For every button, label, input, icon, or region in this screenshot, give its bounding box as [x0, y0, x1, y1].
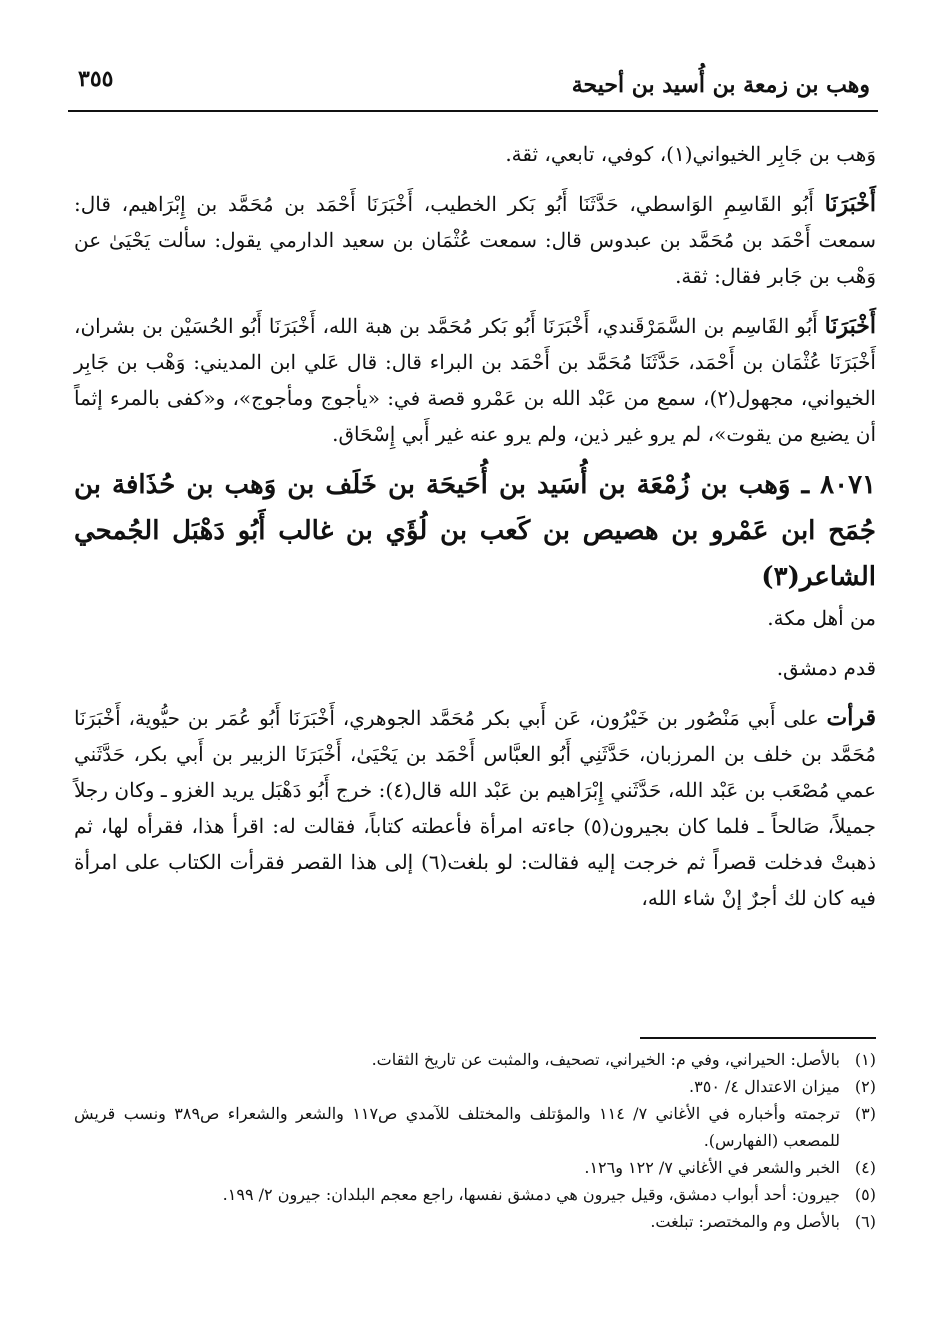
paragraph-text: وَهب بن جَابِر الخيواني(١)، كوفي، تابعي، ثقة.	[505, 142, 876, 166]
paragraph-text: أَبُو القَاسِم بن السَّمَرْقَندي، أَخْبَرَنَا أَبُو بَكر مُحَمَّد بن هبة الله، أَخْبَرَنَا أَبُو الحُسَيْن بن بشران، أَخْبَرَنَا عُثْمَان بن أَحْمَد، حَدَّثَنَا مُحَمَّد بن أَحْمَد بن البراء قال: قال عَلي ابن المديني: وَهْب بن جَابِر الخيواني، مجهول(٢)، سمع من عَبْد الله بن عَمْرو قصة في: «يأجوج ومأجوج»، و«كفى بالمرء إثماً أن يضيع من يقوت»، لم يرو غير ذين، ولم يرو عنه غير أَبي إِسْحَاق.	[74, 314, 876, 446]
footnote-4	[74, 1154, 876, 1181]
entry-paragraph-2	[74, 650, 876, 686]
entry-heading: ٨٠٧١ ـ وَهب بن زُمْعَة بن أُسَيد بن أُحَيحَة بن خَلَف بن وَهب بن حُذَافة بن جُمَح ابن عَمْرو بن هصيص بن كَعب بن لُؤَي بن غالب أَبُو دَهْبَل الجُمحي الشاعر(٣)	[74, 470, 877, 592]
paragraph-1	[74, 136, 876, 172]
running-title: وهب بن زمعة بن أُسيد بن أحيحة	[571, 72, 870, 98]
page-header	[70, 62, 880, 106]
paragraph-3	[74, 308, 876, 452]
footnote-6	[74, 1208, 876, 1235]
entry-paragraph-3	[74, 700, 876, 916]
footnote-number: (٣)	[854, 1104, 876, 1123]
footnote-number: (٤)	[854, 1158, 876, 1177]
footnote-text: ترجمته وأخباره في الأغاني ٧/ ١١٤ والمؤتلف والمختلف للآمدي ص١١٧ والشعر والشعراء ص٣٨٩ ونسب قريش للمصعب (الفهارس).	[74, 1104, 840, 1150]
paragraph-lead: أَخْبَرَنَا	[824, 191, 876, 217]
main-text	[74, 136, 876, 916]
entry-paragraph-1	[74, 600, 876, 636]
header-rule	[68, 110, 878, 112]
footnote-3	[74, 1100, 876, 1154]
footnote-text: بالأصل: الحيراني، وفي م: الخيراني، تصحيف، والمثبت عن تاريخ الثقات.	[371, 1050, 840, 1069]
footnote-text: ميزان الاعتدال ٤/ ٣٥٠.	[689, 1077, 840, 1096]
paragraph-lead: قرأت	[826, 705, 876, 731]
footnote-rule	[640, 1037, 876, 1039]
footnotes	[74, 1046, 876, 1235]
footnote-5	[74, 1181, 876, 1208]
paragraph-text: من أهل مكة.	[767, 606, 876, 630]
paragraph-text: على أَبي مَنْصُور بن خَيْرُون، عَن أَبي بكر مُحَمَّد الجوهري، أَخْبَرَنَا أَبُو عُمَر بن حيُّوية، أَخْبَرَنَا مُحَمَّد بن خلف بن المرزبان، حَدَّثَنِي أَبُو العبَّاس أَحْمَد بن يَحْيَىٰ، أَخْبَرَنَا الزبير بن أَبي بكر، حَدَّثَني عمي مُصْعَب بن عَبْد الله، حَدَّثَني إِبْرَاهيم بن عَبْد الله قال(٤): خرج أَبُو دَهْبَل يريد الغزو ـ وكان رجلاً جميلاً، صَالحاً ـ فلما كان بجيرون(٥) جاءته امرأة فأعطته كتاباً، فقالت له: اقرأ هذا، فقرأه لها، ثم ذهبتْ فدخلت قصراً ثم خرجت إليه فقالت: لو بلغت(٦) إلى هذا القصر فقرأت الكتاب على امرأة فيه كان لك أجرٌ إنْ شاء الله،	[74, 706, 877, 910]
footnote-text: جيرون: أحد أبواب دمشق، وقيل جيرون هي دمشق نفسها، راجع معجم البلدان: جيرون ٢/ ١٩٩.	[222, 1185, 840, 1204]
paragraph-text: قدم دمشق.	[776, 656, 876, 680]
footnote-2	[74, 1073, 876, 1100]
footnote-number: (٢)	[854, 1077, 876, 1096]
footnote-text: الخبر والشعر في الأغاني ٧/ ١٢٢ و١٢٦.	[584, 1158, 840, 1177]
paragraph-2	[74, 186, 876, 294]
page-number: ٣٥٥	[78, 66, 114, 92]
footnote-number: (٥)	[854, 1185, 876, 1204]
footnote-text: بالأصل وم والمختصر: تبلغت.	[650, 1212, 840, 1231]
paragraph-lead: أَخْبَرَنَا	[824, 313, 876, 339]
footnote-1	[74, 1046, 876, 1073]
footnote-number: (٦)	[854, 1212, 876, 1231]
footnote-number: (١)	[854, 1050, 876, 1069]
paragraph-text: أَبُو القَاسِمِ الوَاسطي، حَدَّثَنَا أَبُو بَكر الخطيب، أَخْبَرَنَا أَحْمَد بن مُحَمَّد بن إِبْرَاهيم، قال: سمعت أَحْمَد بن مُحَمَّد بن عبدوس قال: سمعت عُثْمَان بن سعيد الدارمي يقول: سألت يَحْيَىٰ عن وَهْب بن جَابر فقال: ثقة.	[74, 192, 876, 288]
